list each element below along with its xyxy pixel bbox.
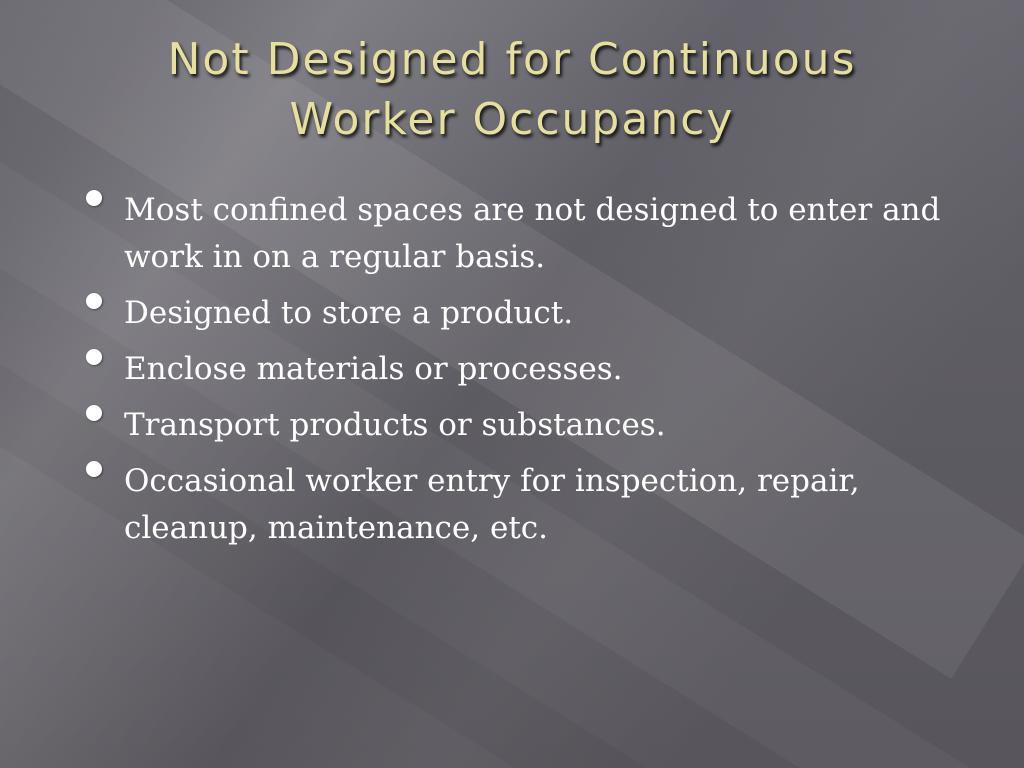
bullet-item (86, 458, 966, 552)
title-line-2: Worker Occupancy (289, 94, 735, 145)
bullet-dot-icon (86, 349, 102, 365)
bullet-dot-icon (86, 405, 102, 421)
bullet-text: Enclose materials or processes. (124, 351, 623, 387)
bullet-text: Most confined spaces are not designed to enter and work in on a regular basis. (124, 192, 941, 275)
bullet-text: Transport products or substances. (124, 407, 666, 443)
bullet-item (86, 346, 966, 393)
bullet-text: Designed to store a product. (124, 295, 574, 331)
bullet-item (86, 290, 966, 337)
title-line-1: Not Designed for Continuous (167, 34, 857, 85)
bullet-dot-icon (86, 190, 102, 206)
bullet-dot-icon (86, 293, 102, 309)
bullet-item (86, 402, 966, 449)
bullet-list (86, 187, 966, 561)
bullet-dot-icon (86, 461, 102, 477)
slide-title (60, 30, 964, 150)
bullet-item (86, 187, 966, 281)
bullet-text: Occasional worker entry for inspection, repair, cleanup, maintenance, etc. (124, 463, 860, 546)
